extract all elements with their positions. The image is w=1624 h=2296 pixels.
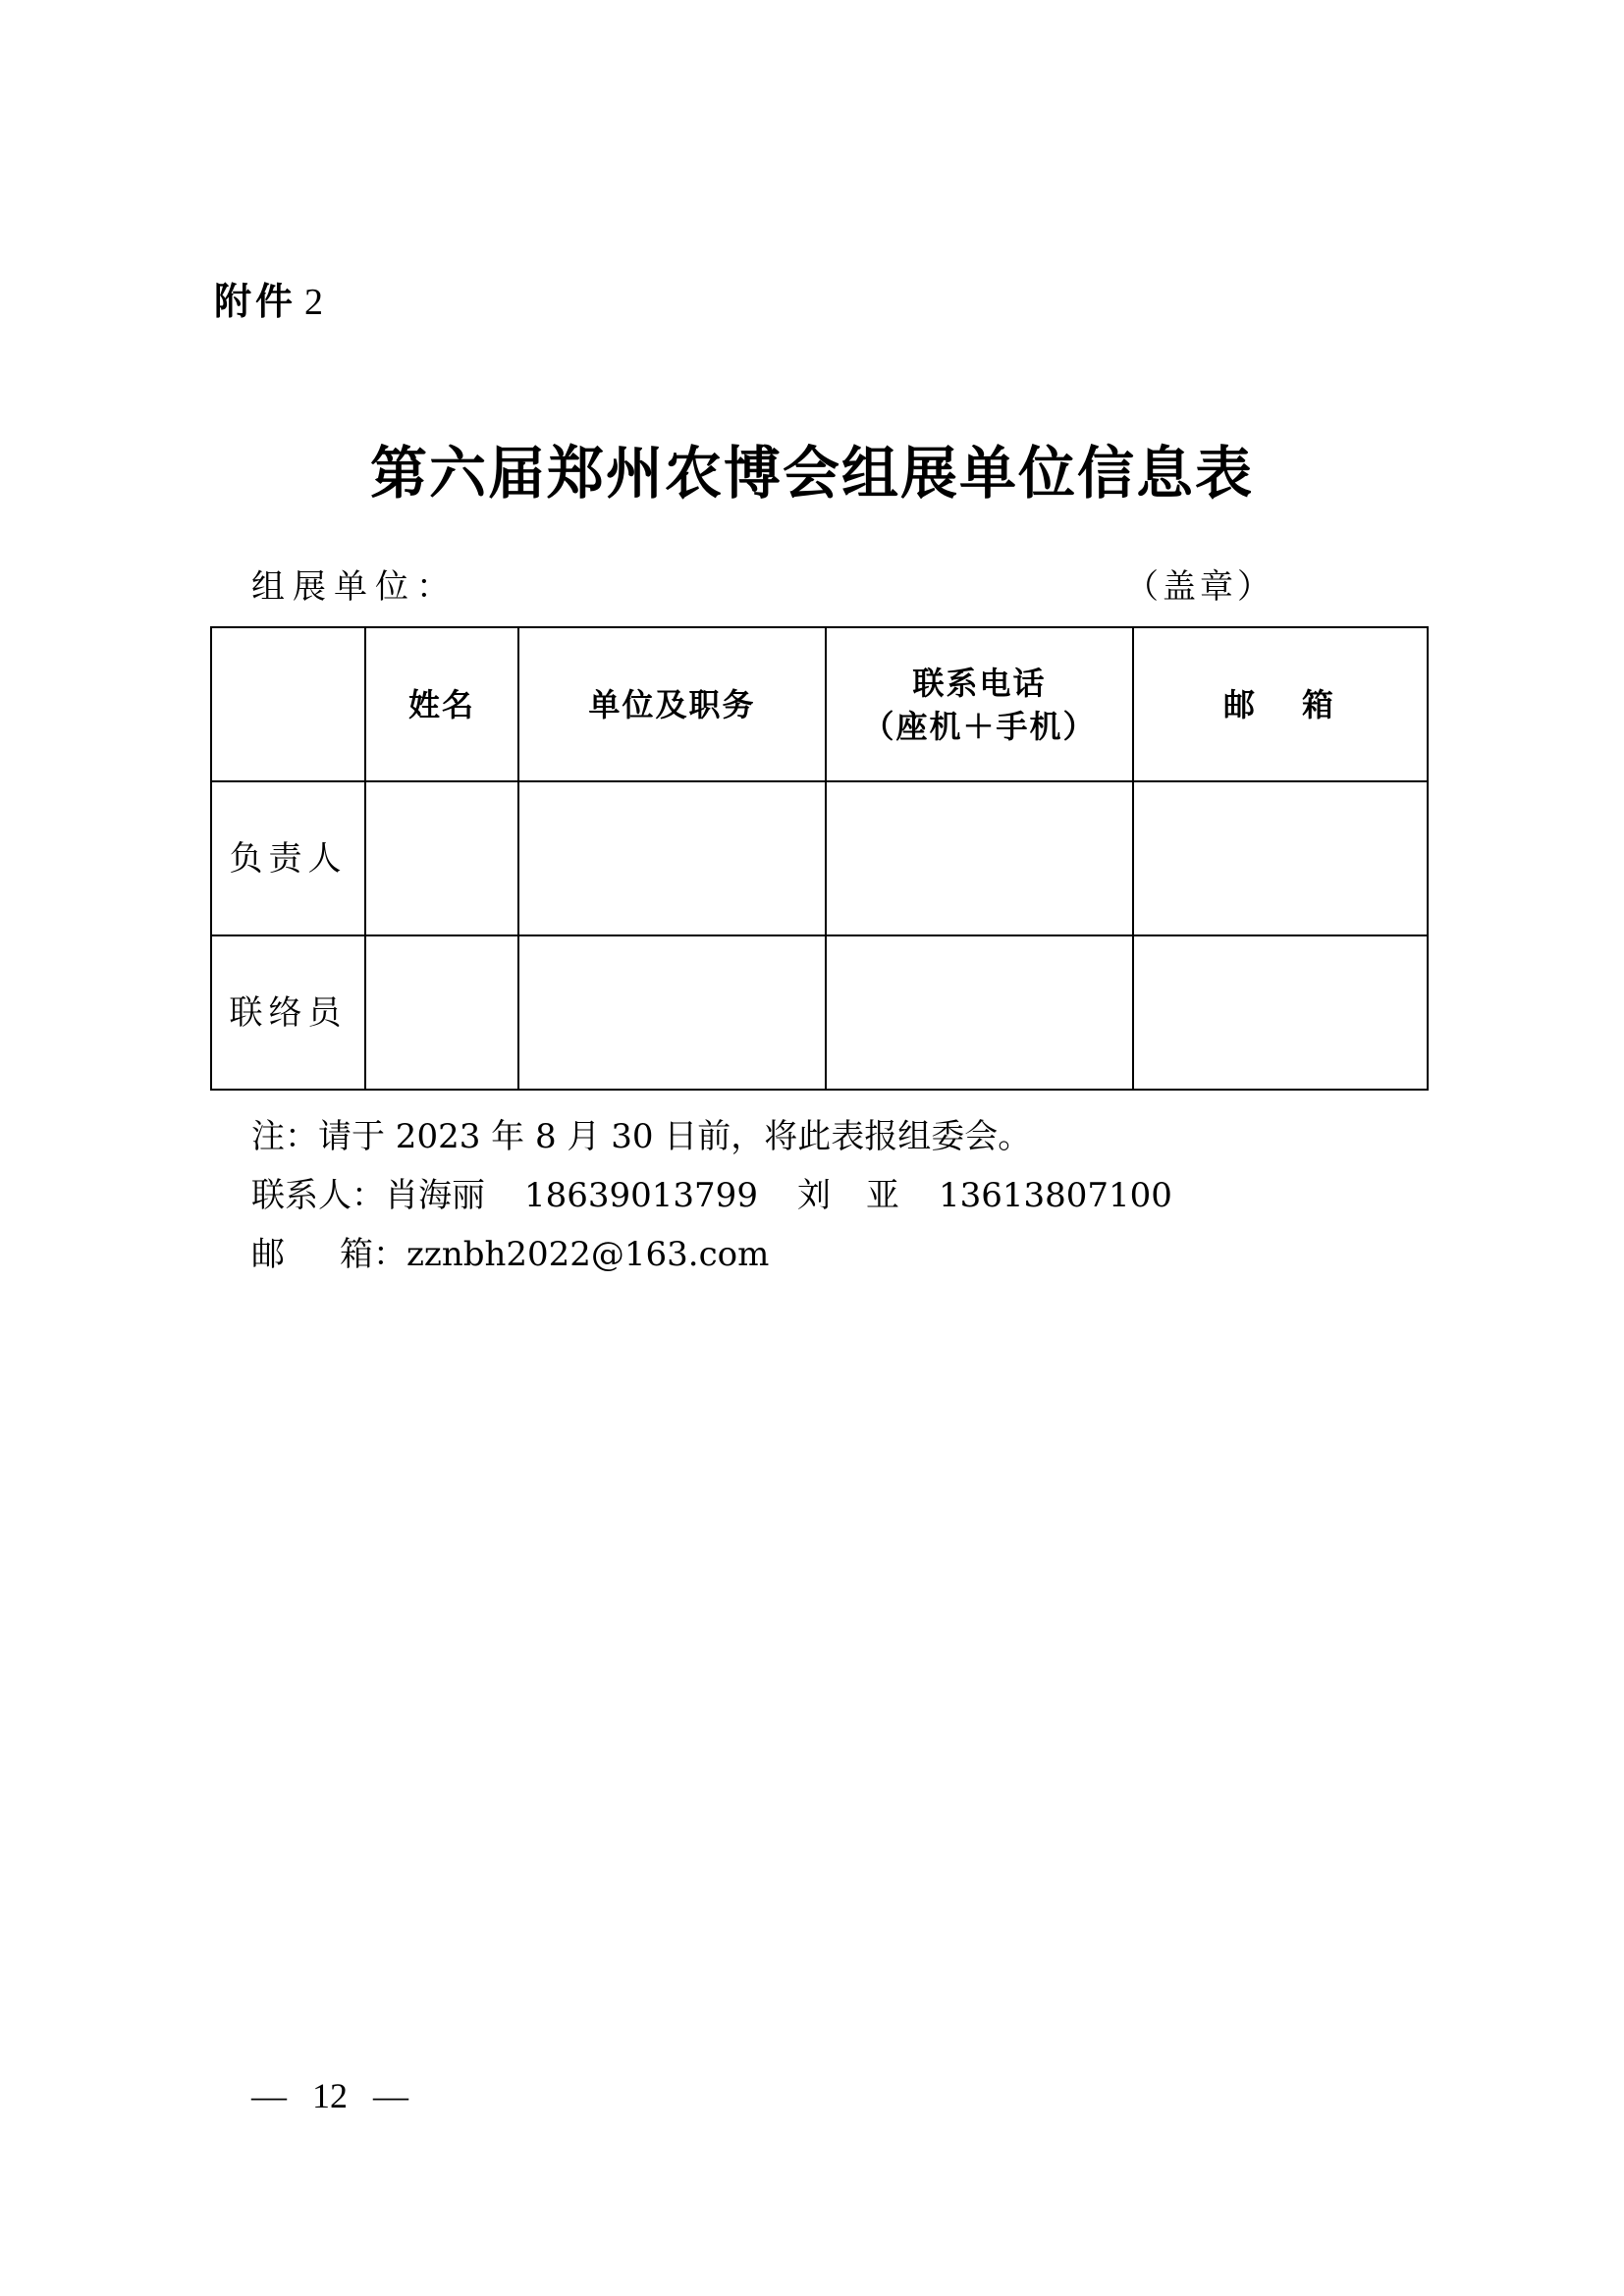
cell-unit-position[interactable] [518,781,826,935]
organizer-line [251,565,1274,609]
contact1-phone: 18639013799 [524,1176,758,1215]
email-label-b: 箱： [340,1235,406,1274]
document-title: 第六届郑州农博会组展单位信息表 [369,440,1254,507]
header-name: 姓名 [365,627,518,781]
header-phone-line1: 联系电话 [912,664,1047,702]
attachment-text: 附件 [214,280,298,323]
table-row [211,935,1428,1090]
cell-email[interactable] [1133,781,1428,935]
cell-phone[interactable] [826,781,1133,935]
row-label-liaison: 联络员 [211,935,365,1090]
header-email-b: 箱 [1302,685,1338,723]
cell-unit-position[interactable] [518,935,826,1090]
note-line [251,1107,1172,1166]
page-footer [251,2073,408,2118]
contact2-name-b: 亚 [865,1176,899,1215]
cell-name[interactable] [365,935,518,1090]
cell-name[interactable] [365,781,518,935]
header-email [1133,627,1428,781]
table-row [211,781,1428,935]
cell-email[interactable] [1133,935,1428,1090]
contact2-name-a: 刘 [796,1176,831,1215]
contact1-name: 肖海丽 [385,1176,485,1215]
email-value[interactable]: zznbh2022@163.com [406,1235,770,1274]
header-blank-cell [211,627,365,781]
email-label-a: 邮 [251,1235,285,1274]
cell-phone[interactable] [826,935,1133,1090]
info-table [210,626,1429,1091]
attachment-label [214,278,323,326]
page-number: 12 [312,2076,348,2115]
seal-note: （盖章） [1125,567,1274,607]
contact-label: 联系人： [251,1176,385,1215]
table-header-row [211,627,1428,781]
header-phone-line2: （座机＋手机） [862,707,1097,745]
organizer-label: 组展单位： [251,567,458,607]
note-text: 请于 2023 年 8 月 30 日前，将此表报组委会。 [318,1117,1032,1156]
notes-block [251,1107,1172,1284]
attachment-number: 2 [304,282,324,323]
header-unit-position: 单位及职务 [518,627,826,781]
contact2-phone: 13613807100 [938,1176,1172,1215]
header-phone [826,627,1133,781]
row-label-responsible: 负责人 [211,781,365,935]
footer-dash-right: — [373,2076,408,2115]
header-email-a: 邮 [1222,685,1259,723]
footer-dash-left: — [251,2076,287,2115]
email-line [251,1225,1172,1284]
contact-line [251,1166,1172,1225]
note-label: 注： [251,1117,318,1156]
